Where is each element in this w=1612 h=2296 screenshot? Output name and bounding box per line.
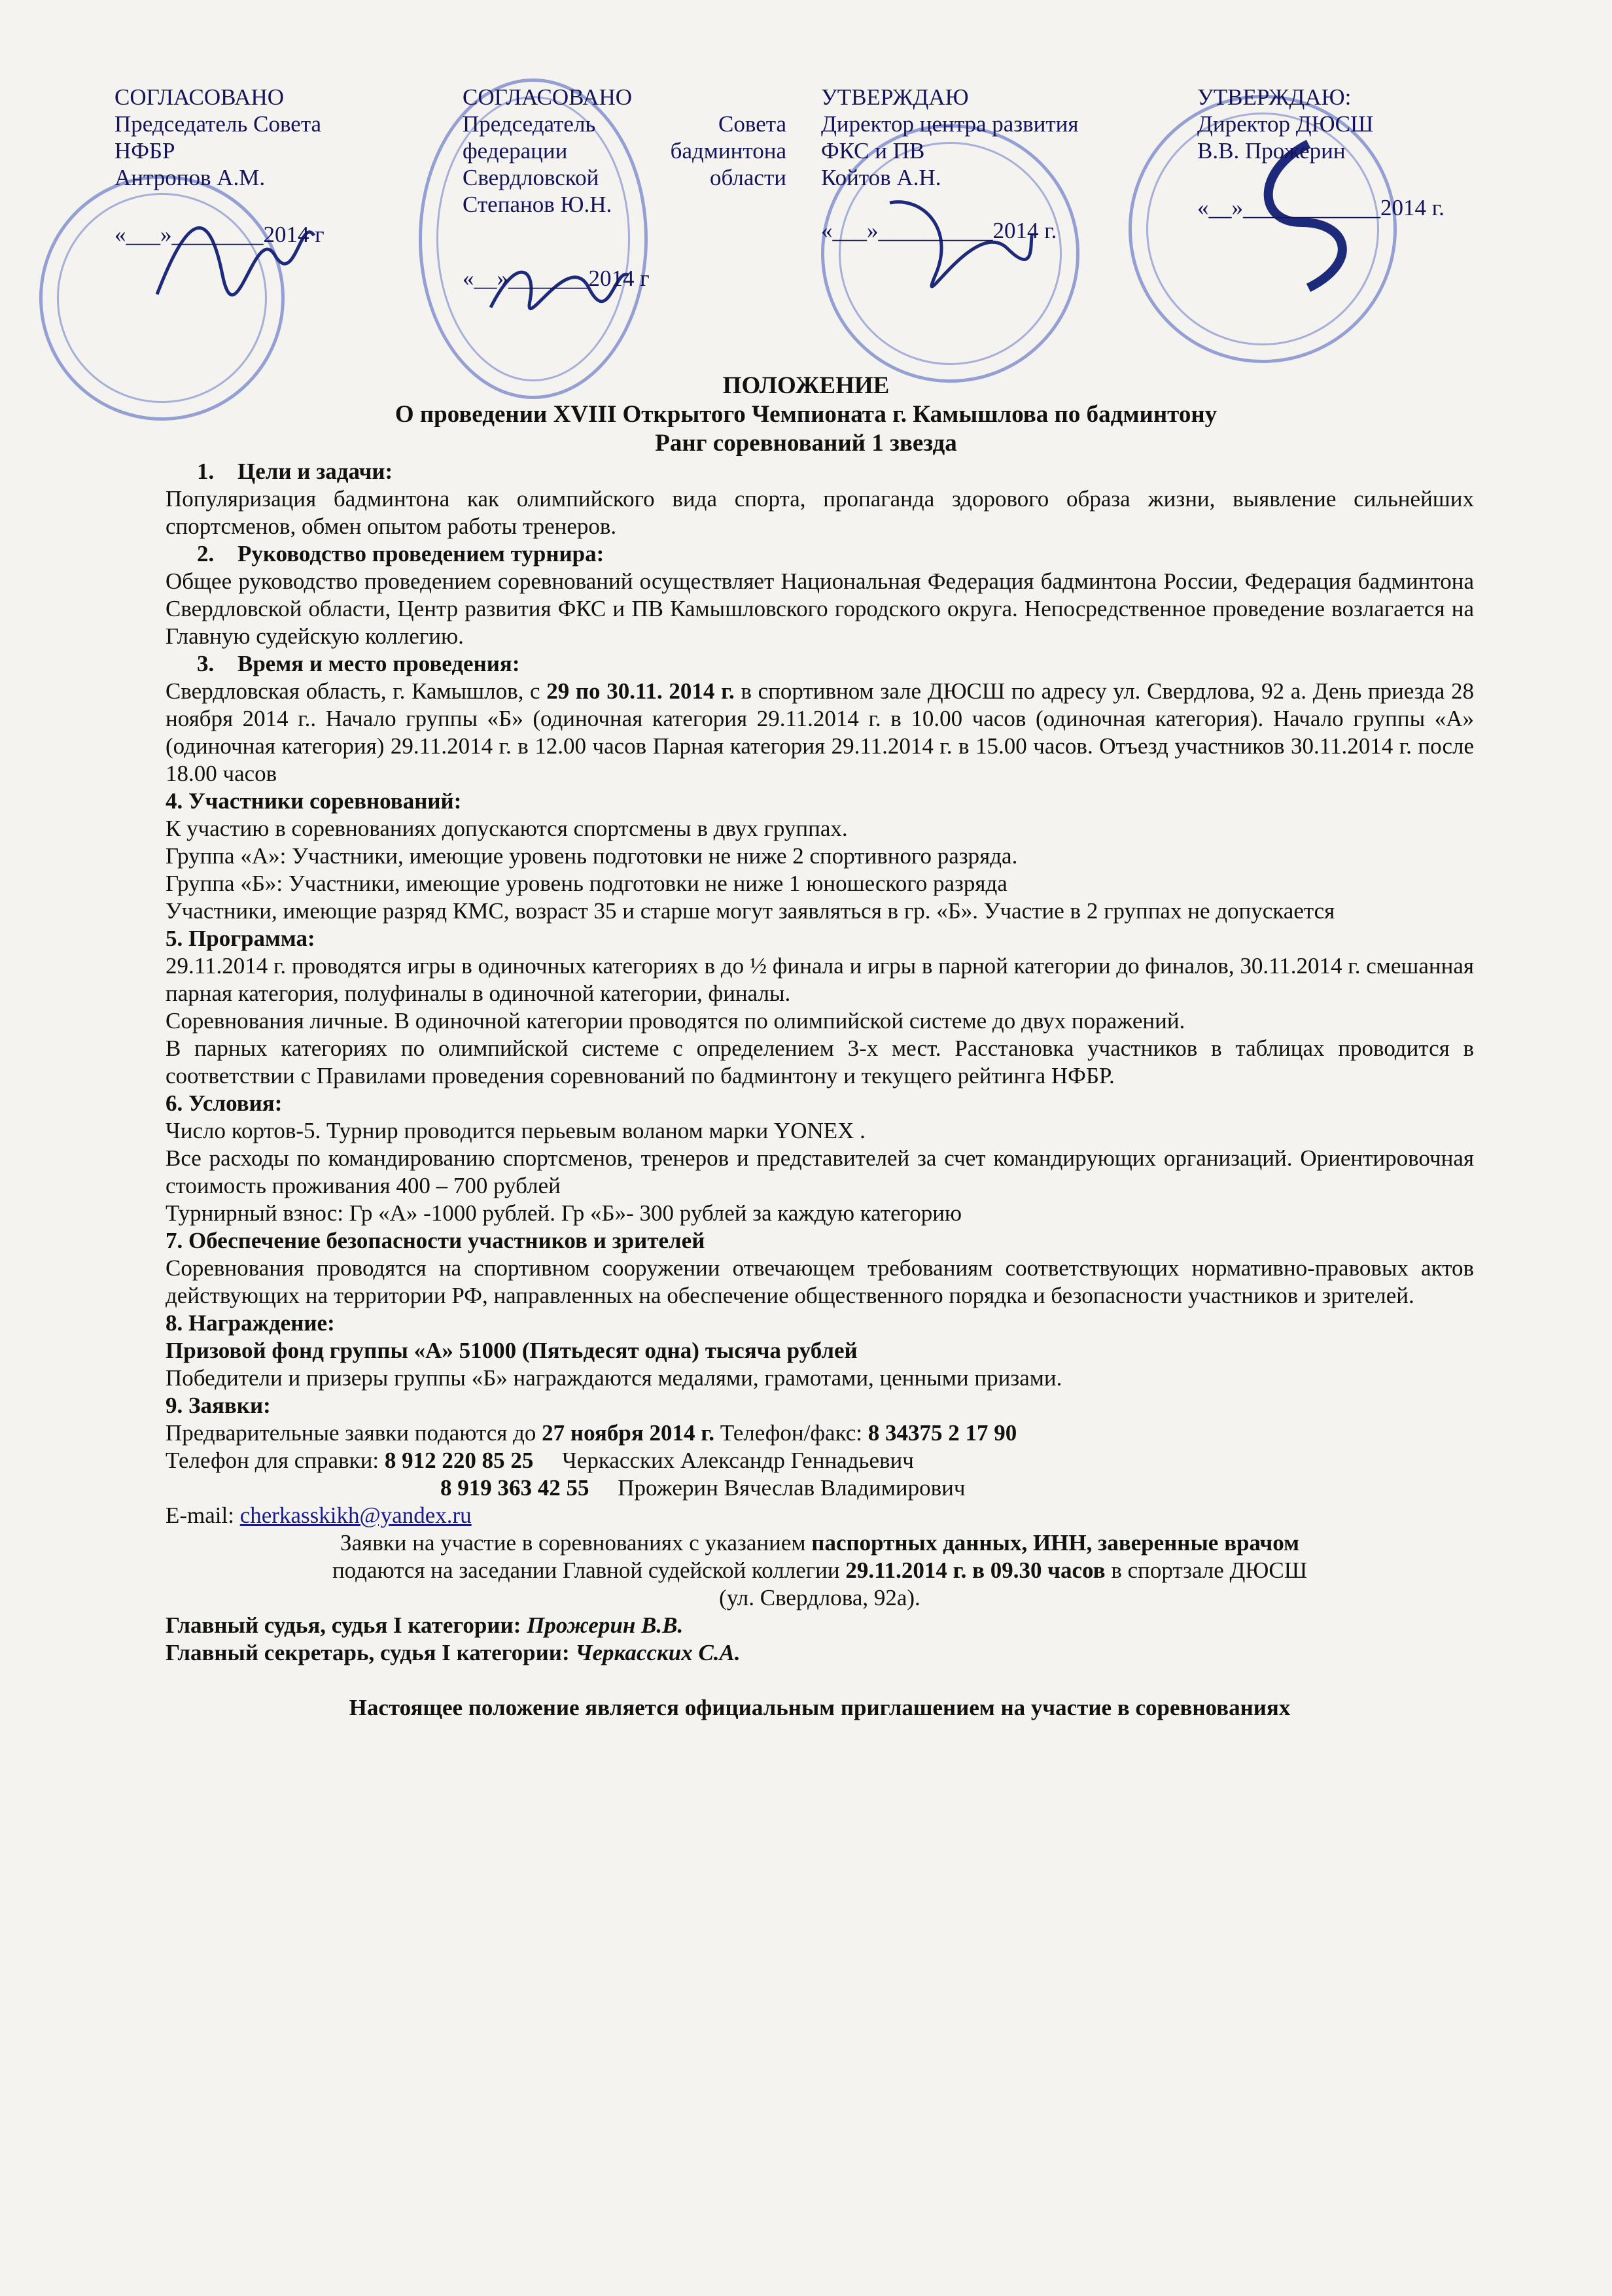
- approval-date: «___»__________2014 г.: [821, 218, 1057, 243]
- section-4-title: 4. Участники соревнований:: [166, 788, 462, 814]
- approval-date: «__»_______2014 г: [463, 266, 650, 291]
- approval-line: ФКС и ПВ: [821, 138, 925, 164]
- chief-judge: Главный судья, судья I категории: Прожерин В.В.: [166, 1612, 684, 1638]
- document-title: ПОЛОЖЕНИЕ: [722, 372, 890, 399]
- document-body: [166, 458, 1474, 1722]
- section-4-line: Группа «А»: Участники, имеющие уровень подготовки не ниже 2 спортивного разряда.: [166, 843, 1018, 869]
- section-1-title: 1. Цели и задачи:: [197, 459, 393, 484]
- document-heading: [0, 372, 1612, 458]
- application-note: подаются на заседании Главной судейской коллегии 29.11.2014 г. в 09.30 часов в спортзале ДЮСШ: [332, 1557, 1308, 1583]
- prize-fund: Призовой фонд группы «А» 51000 (Пятьдесят одна) тысяча рублей: [166, 1338, 858, 1363]
- section-9-title: 9. Заявки:: [166, 1393, 271, 1418]
- event-dates: 29 по 30.11. 2014 г.: [546, 678, 735, 704]
- approval-signer: Антропов А.М.: [114, 165, 266, 190]
- section-5-text: В парных категориях по олимпийской системе с определением 3-х мест. Расстановка участников в таблицах проводится в соответствии с Правилами проведения соревнований по бадминтону и текущего рейтинга НФБР.: [166, 1035, 1474, 1088]
- approval-line: Директор центра развития: [821, 111, 1079, 137]
- application-note: (ул. Свердлова, 92а).: [719, 1585, 920, 1610]
- section-8-text: Победители и призеры группы «Б» награждаются медалями, грамотами, ценными призами.: [166, 1365, 1062, 1391]
- email-line: E-mail: cherkasskikh@yandex.ru: [166, 1503, 472, 1528]
- section-5-text: Соревнования личные. В одиночной категории проводятся по олимпийской системе до двух поражений.: [166, 1008, 1185, 1034]
- approval-signer: Койтов А.Н.: [821, 165, 941, 190]
- section-8-title: 8. Награждение:: [166, 1310, 335, 1336]
- approval-line: Свердловской области: [463, 165, 786, 190]
- approval-line: Председатель Совета: [463, 111, 786, 137]
- fax-number: 8 34375 2 17 90: [867, 1420, 1017, 1446]
- section-2-title: 2. Руководство проведением турнира:: [197, 541, 604, 566]
- document-subtitle: О проведении XVIII Открытого Чемпионата г. Камышлова по бадминтону: [394, 401, 1218, 428]
- approval-signer: Степанов Ю.Н.: [463, 192, 612, 217]
- section-4-line: К участию в соревнованиях допускаются спортсмены в двух группах.: [166, 816, 848, 841]
- approval-signer: В.В. Прожерин: [1197, 138, 1346, 164]
- approval-heading: СОГЛАСОВАНО: [463, 84, 633, 110]
- section-6-text: Число кортов-5. Турнир проводится перьевым воланом марки YONEX .: [166, 1118, 866, 1143]
- section-2-text: Общее руководство проведением соревнований осуществляет Национальная Федерация бадминтона России, Федерация бадминтона Свердловской области, Центр развития ФКС и ПВ Камышловского городского округа. Непосредственное проведение возлагается на Главную судейскую коллегию.: [166, 568, 1474, 649]
- section-3-text: Свердловская область, г. Камышлов, с 29 по 30.11. 2014 г. в спортивном зале ДЮСШ по адресу ул. Свердлова, 92 а. День приезда 28 ноября 2014 г.. Начало группы «Б» (одиночная категория 29.11.2014 г. в 10.00 часов (одиночная категория). Начало группы «А» (одиночная категория) 29.11.2014 г. в 12.00 часов Парная категория 29.11.2014 г. в 15.00 часов. Отъезд участников 30.11.2014 г. после 18.00 часов: [166, 678, 1474, 786]
- section-6-title: 6. Условия:: [166, 1090, 283, 1116]
- section-3-title: 3. Время и место проведения:: [197, 651, 520, 676]
- approval-heading: СОГЛАСОВАНО: [114, 84, 285, 110]
- phone-1: 8 912 220 85 25: [384, 1448, 534, 1473]
- contact-line-2: 8 919 363 42 55 Прожерин Вячеслав Владимирович: [440, 1475, 966, 1501]
- approval-date: «___»________2014 г: [114, 222, 324, 247]
- approval-line: Директор ДЮСШ: [1197, 111, 1374, 137]
- section-7-title: 7. Обеспечение безопасности участников и зрителей: [166, 1228, 705, 1253]
- email-link[interactable]: cherkasskikh@yandex.ru: [239, 1503, 472, 1528]
- section-6-text: Турнирный взнос: Гр «А» -1000 рублей. Гр «Б»- 300 рублей за каждую категорию: [166, 1200, 962, 1226]
- approval-heading: УТВЕРЖДАЮ:: [1197, 84, 1352, 110]
- contact-line-1: Телефон для справки: 8 912 220 85 25 Черкасских Александр Геннадьевич: [166, 1448, 914, 1473]
- section-1-text: Популяризация бадминтона как олимпийского вида спорта, пропаганда здорового образа жизни, выявление сильнейших спортсменов, обмен опытом работы тренеров.: [166, 486, 1474, 539]
- approval-line: НФБР: [114, 138, 175, 164]
- phone-2: 8 919 363 42 55: [440, 1475, 589, 1501]
- approval-header: [114, 84, 1475, 358]
- closing-statement: Настоящее положение является официальным приглашением на участие в соревнованиях: [349, 1695, 1291, 1720]
- approval-line: Председатель Совета: [114, 111, 322, 137]
- section-4-line: Группа «Б»: Участники, имеющие уровень подготовки не ниже 1 юношеского разряда: [166, 871, 1008, 896]
- approval-date: «__»____________2014 г.: [1197, 195, 1445, 220]
- approval-block-federation: [463, 84, 786, 292]
- competition-rank: Ранг соревнований 1 звезда: [655, 430, 957, 457]
- approval-block-dyussh: [1197, 84, 1475, 221]
- chief-secretary: Главный секретарь, судья I категории: Черкасских С.А.: [166, 1640, 741, 1665]
- approval-block-center: [821, 84, 1168, 244]
- section-4-line: Участники, имеющие разряд КМС, возраст 35 и старше могут заявляться в гр. «Б». Участие в 2 группах не допускается: [166, 898, 1335, 924]
- application-note: Заявки на участие в соревнованиях с указанием паспортных данных, ИНН, заверенные врачом: [340, 1530, 1299, 1556]
- section-6-text: Все расходы по командированию спортсменов, тренеров и представителей за счет командирующих организаций. Ориентировочная стоимость проживания 400 – 700 рублей: [166, 1145, 1474, 1198]
- approval-block-nfbr: [114, 84, 402, 248]
- section-5-title: 5. Программа:: [166, 926, 315, 951]
- section-5-text: 29.11.2014 г. проводятся игры в одиночных категориях в до ½ финала и игры в парной категории до финалов, 30.11.2014 г. смешанная парная категория, полуфиналы в одиночной категории, финалы.: [166, 953, 1474, 1006]
- section-7-text: Соревнования проводятся на спортивном сооружении отвечающем требованиям соответствующих нормативно-правовых актов действующих на территории РФ, направленных на обеспечение общественного порядка и безопасности участников и зрителей.: [166, 1255, 1474, 1308]
- approval-line: федерации бадминтона: [463, 138, 786, 164]
- approval-heading: УТВЕРЖДАЮ: [821, 84, 969, 110]
- entry-deadline: Предварительные заявки подаются до 27 ноября 2014 г. Телефон/факс: 8 34375 2 17 90: [166, 1420, 1017, 1446]
